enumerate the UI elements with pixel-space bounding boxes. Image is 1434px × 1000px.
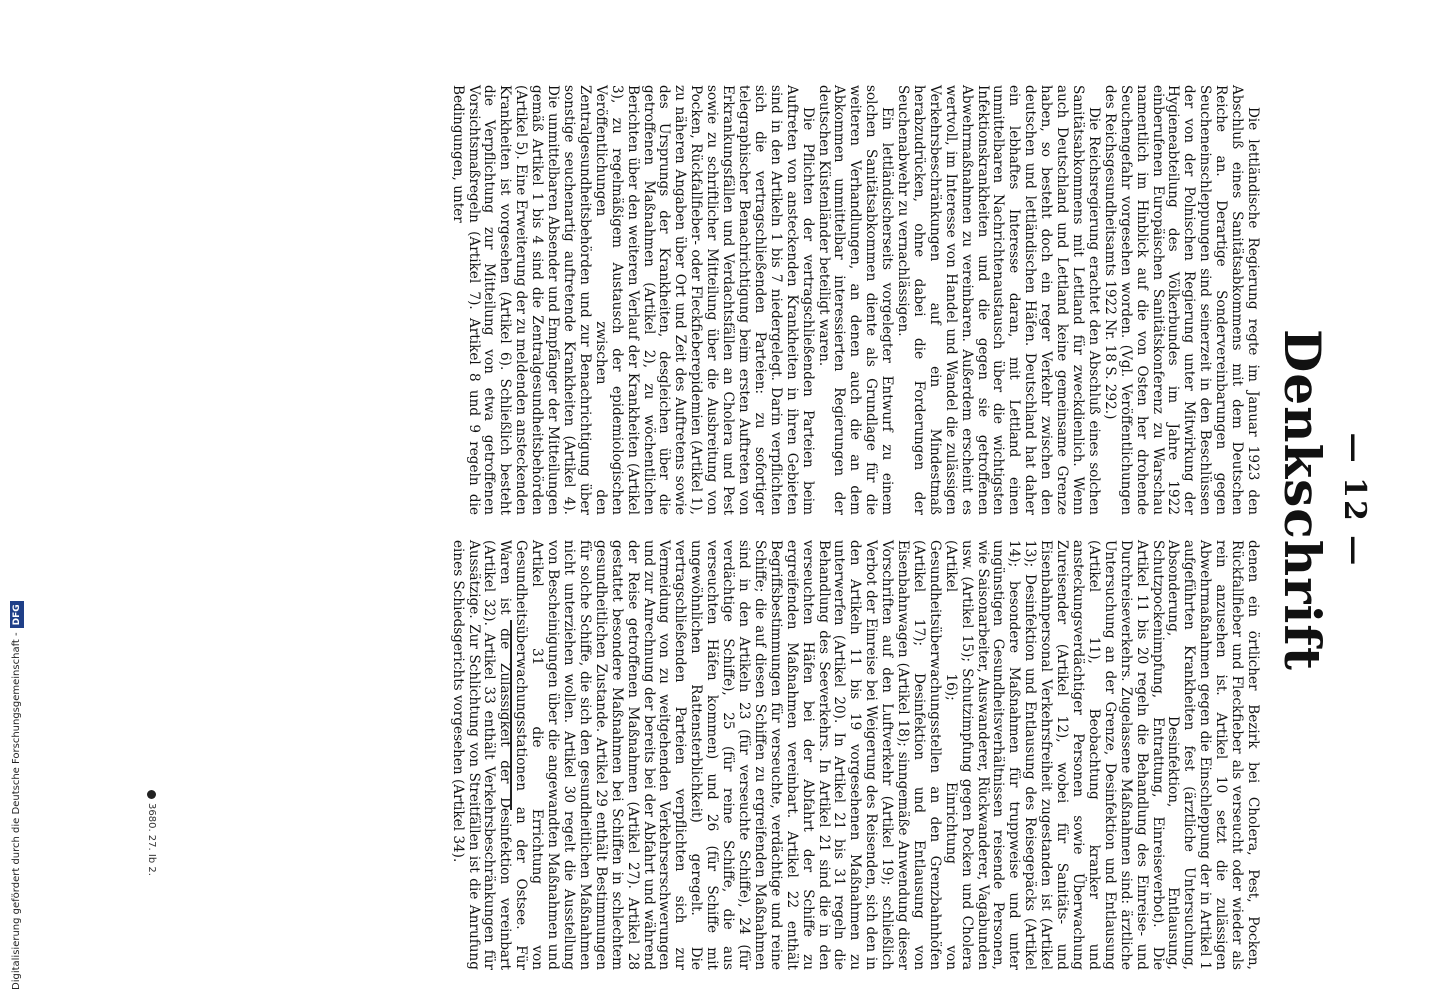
right-column — [449, 540, 1260, 970]
paragraph: Die lettländische Regierung regte im Januar 1923 den Abschluß eines Sanitätsabkommens mit dem Deutschen Reiche an. Derartige Sondervereinbarungen gegen Seucheneinschleppungen sind seinerzeit in den Beschlüssen der von der Polnischen Regierung unter Mitwirkung der Hygieneabteilung des Völkerbundes im Jahre 1922 einberufenen Europäischen Sanitätskonferenz zu Warschau namentlich im Hinblick auf die von Osten her drohende Seuchengefahr vorgesehen worden. (Vgl. Veröffentlichungen des Reichsgesundheitsamts 1922 Nr. 18 S. 292.) — [1101, 85, 1261, 515]
left-column — [449, 85, 1260, 515]
dfg-logo: DFG — [10, 601, 24, 628]
paragraph: Die Pflichten der vertragschließenden Parteien beim Auftreten von ansteckenden Krankheiten in ihren Gebieten sind in den Artikeln 1 bis 7 niedergelegt. Darin verpflichten sich die vertragschließenden Parteien: zu sofortiger telegraphischer Benachrichtigung beim ersten Auftreten von Erkrankungsfällen und Verdachtsfällen an Cholera und Pest sowie zu schriftlicher Mitteilung über die Ausbreitung von Pocken, Rückfallfieber- oder Fleckfieberepidemien (Artikel 1), zu näheren Angaben über Ort und Zeit des Auftretens sowie des Ursprungs der Krankheiten, desgleichen über die getroffenen Maßnahmen (Artikel 2), zu wöchentlichen Berichten über den weiteren Verlauf der Krankheiten (Artikel 3), zu regelmäßigem Austausch der epidemiologischen Veröffentlichungen zwischen den Zentralgesundheitsbehörden und zur Benachrichtigung über sonstige seuchenartig auftretende Krankheiten (Artikel 4). Die unmittelbaren Absender und Empfänger der Mitteilungen gemäß Artikel 1 bis 4 sind die Zentralgesundheitsbehörden (Artikel 5). Eine Erweiterung der zu meldenden ansteckenden Krankheiten ist vorgesehen (Artikel 6). Schließlich besteht die Verpflichtung zur Mitteilung von etwa getroffenen Vorsichtsmaßregeln (Artikel 7). Artikel 8 und 9 regeln die Bedingungen, unter — [449, 85, 816, 515]
page-number: — 12 — — [1337, 432, 1372, 568]
paragraph: denen ein örtlicher Bezirk bei Cholera, Pest, Pocken, Rückfallfieber und Fleckfieber als verseucht oder wieder als rein anzusehen ist. Artikel 10 setzt die zulässigen Abwehrmaßnahmen gegen die Einschleppung der in Artikel 1 aufgeführten Krankheiten fest (ärztliche Untersuchung, Absonderung, Desinfektion, Entlausung, Schutzpockenimpfung, Entrattung, Einreiseverbot). Die Artikel 11 bis 20 regeln die Behandlung des Einreise- und Durchreiseverkehrs. Zugelassene Maßnahmen sind: ärztliche Untersuchung an der Grenze, Desinfektion und Entlausung (Artikel 11), Beobachtung kranker und ansteckungsverdächtiger Personen sowie Überwachung Zureisender (Artikel 12), wobei für Sanitäts- und Eisenbahnpersonal Verkehrsfreiheit zugestanden ist (Artikel 13); Desinfektion und Entlausung des Reisegepäcks (Artikel 14); besondere Maßnahmen für truppweise und unter ungünstigen Gesundheitsverhältnissen reisende Personen, wie Saisonarbeiter, Auswanderer, Rückwanderer, Vagabunden usw. (Artikel 15); Schutzimpfung gegen Pocken und Cholera (Artikel 16); Einrichtung von Gesundheitsüberwachungsstellen an den Grenzbahnhöfen (Artikel 17); Desinfektion und Entlausung von Eisenbahnwagen (Artikel 18); sinngemäße Anwendung dieser Vorschriften auf den Luftverkehr (Artikel 19); schließlich Verbot der Einreise bei Weigerung des Reisenden, sich den in den Artikeln 11 bis 19 vorgesehenen Maßnahmen zu unterwerfen (Artikel 20). In Artikel 21 bis 31 regeln die Behandlung des Seeverkehrs. In Artikel 21 sind die in den verseuchten Häfen bei der Abfahrt der Schiffe zu ergreifenden Maßnahmen vereinbart. Artikel 22 enthält Begriffsbestimmungen für verseuchte, verdächtige und reine Schiffe; die auf diesen Schiffen zu ergreifenden Maßnahmen sind in den Artikeln 23 (für verseuchte Schiffe), 24 (für verdächtige Schiffe), 25 (für reine Schiffe, die aus verseuchten Häfen kommen) und 26 (für Schiffe mit ungewöhnlichen Rattensterblichkeit) geregelt. Die vertragschließenden Parteien verpflichten sich zur Vermeidung von zu weitgehenden Verkehrserschwerungen und zur Anrechnung der bereits bei der Abfahrt und während der Reise getroffenen Maßnahmen (Artikel 27). Artikel 28 gestattet besondere Maßnahmen bei Schiffen in schlechtem gesundheitlichen Zustande. Artikel 29 enthält Bestimmungen für solche Schiffe, die sich den gesundheitlichen Maßnahmen nicht unterziehen wollen. Artikel 30 regelt die Ausstellung von Bescheinigungen über die angewandten Maßnahmen und Artikel 31 die Errichtung von Gesundheitsüberwachungsstationen an der Ostsee. Für Waren ist die Zulässigkeit der Desinfektion vereinbart (Artikel 32). Artikel 33 enthält Verkehrsbeschränkungen für Aussätzige. Zur Schlichtung von Streitfällen ist die Anrufung eines Schiedsgerichts vorgesehen (Artikel 34). — [449, 540, 1261, 970]
paragraph: Ein lettländischerseits vorgelegter Entwurf zu einem solchen Sanitätsabkommen diente als Grundlage für die weiteren Verhandlungen, an denen auch die an dem Abkommen unmittelbar interessierten Regierungen der deutschen Küstenländer beteiligt waren. — [815, 85, 896, 515]
printer-mark: 3680. 27. Ib 2. — [146, 790, 157, 876]
end-rule — [510, 620, 512, 810]
credit-text: Digitalisierung gefördert durch die Deutsche Forschungsgemeinschaft - — [11, 632, 22, 990]
rotated-page — [33, 0, 1434, 1000]
digitization-sidebar — [0, 0, 20, 1000]
digitization-credit — [10, 601, 24, 990]
page-title: Denkschrift — [1273, 328, 1332, 672]
paragraph: Die Reichsregierung erachtet den Abschluß eines solchen Sanitätsabkommens mit Lettland für zweckdienlich. Wenn auch Deutschland und Lettland keine gemeinsame Grenze haben, so besteht doch ein reger Verkehr zwischen den deutschen und lettländischen Häfen. Deutschland hat daher ein lebhaftes Interesse daran, mit Lettland einen unmittelbaren Nachrichtenaustausch über die wichtigsten Infektionskrankheiten und die gegen sie getroffenen Abwehrmaßnahmen zu vereinbaren. Außerdem erscheint es wertvoll, im Interesse von Handel und Wandel die zulässigen Verkehrsbeschränkungen auf ein Mindestmaß herabzudrücken, ohne dabei die Forderungen der Seuchenabwehr zu vernachlässigen. — [895, 85, 1102, 515]
printer-mark-icon — [148, 790, 157, 799]
